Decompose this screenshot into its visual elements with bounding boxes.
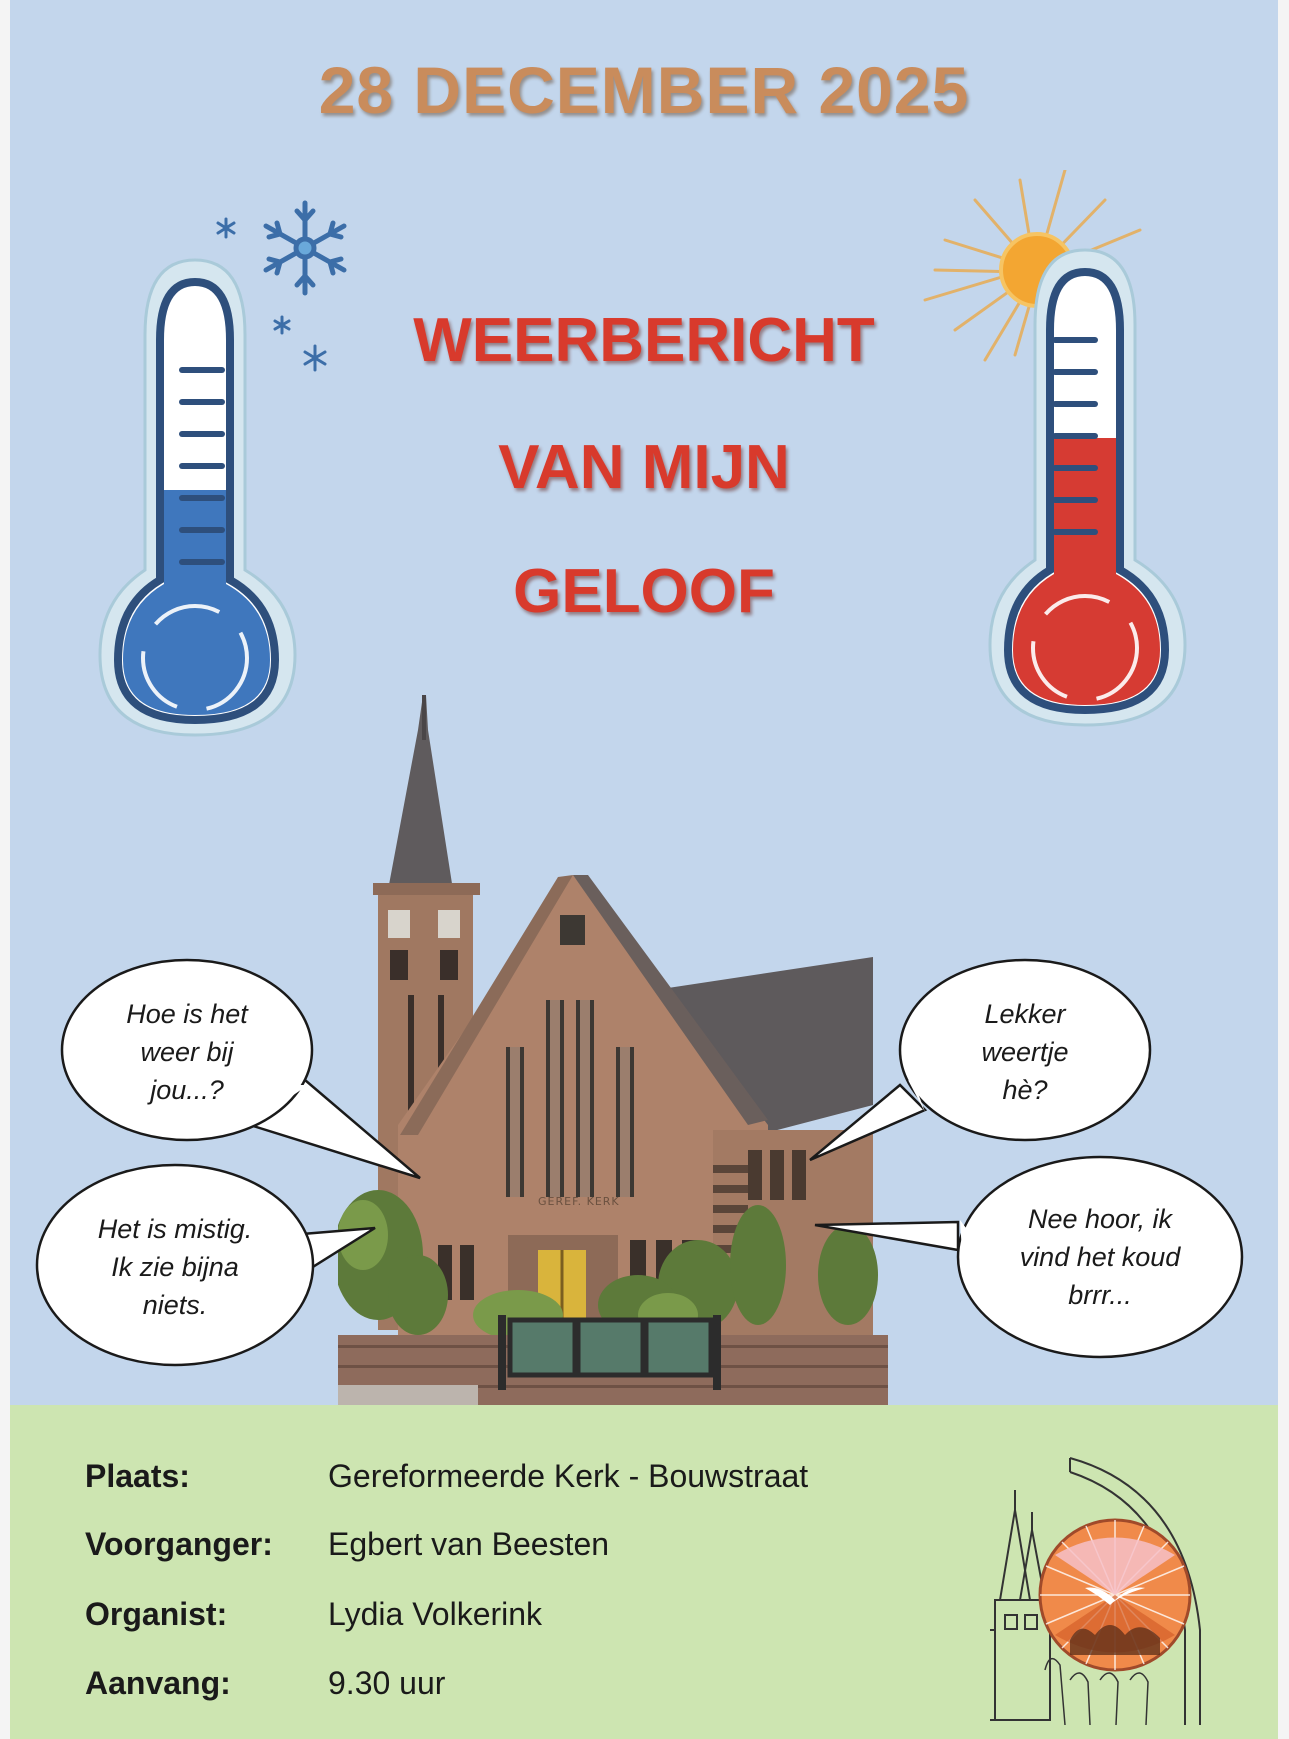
bubble-bottom-left-text: Het is mistig. Ik zie bijna niets. xyxy=(97,1214,253,1320)
info-label-place: Plaats: xyxy=(85,1458,190,1494)
info-label-organist: Organist: xyxy=(85,1596,228,1632)
event-date: 28 DECEMBER 2025 xyxy=(318,53,970,127)
info-value-organist: Lydia Volkerink xyxy=(328,1596,543,1632)
bubble-top-left-text: Hoe is het weer bij jou...? xyxy=(126,999,248,1105)
title-line-1: WEERBERICHT xyxy=(413,306,875,375)
church-sign: GEREF. KERK xyxy=(538,1195,620,1208)
bubble-top-right-text: Lekker weertje hè? xyxy=(981,999,1069,1105)
info-label-start: Aanvang: xyxy=(85,1665,231,1701)
poster xyxy=(10,0,1278,1739)
church-logo-icon xyxy=(970,1450,1230,1730)
speech-bubbles xyxy=(10,0,1278,1405)
info-value-start: 9.30 uur xyxy=(328,1665,446,1701)
title-line-3: GELOOF xyxy=(513,557,775,626)
info-value-minister: Egbert van Beesten xyxy=(328,1526,610,1562)
bubble-bottom-right-text: Nee hoor, ik vind het koud brrr... xyxy=(1019,1204,1181,1310)
info-label-minister: Voorganger: xyxy=(85,1526,273,1562)
info-value-place: Gereformeerde Kerk - Bouwstraat xyxy=(328,1458,809,1494)
title-line-2: VAN MIJN xyxy=(498,433,790,502)
